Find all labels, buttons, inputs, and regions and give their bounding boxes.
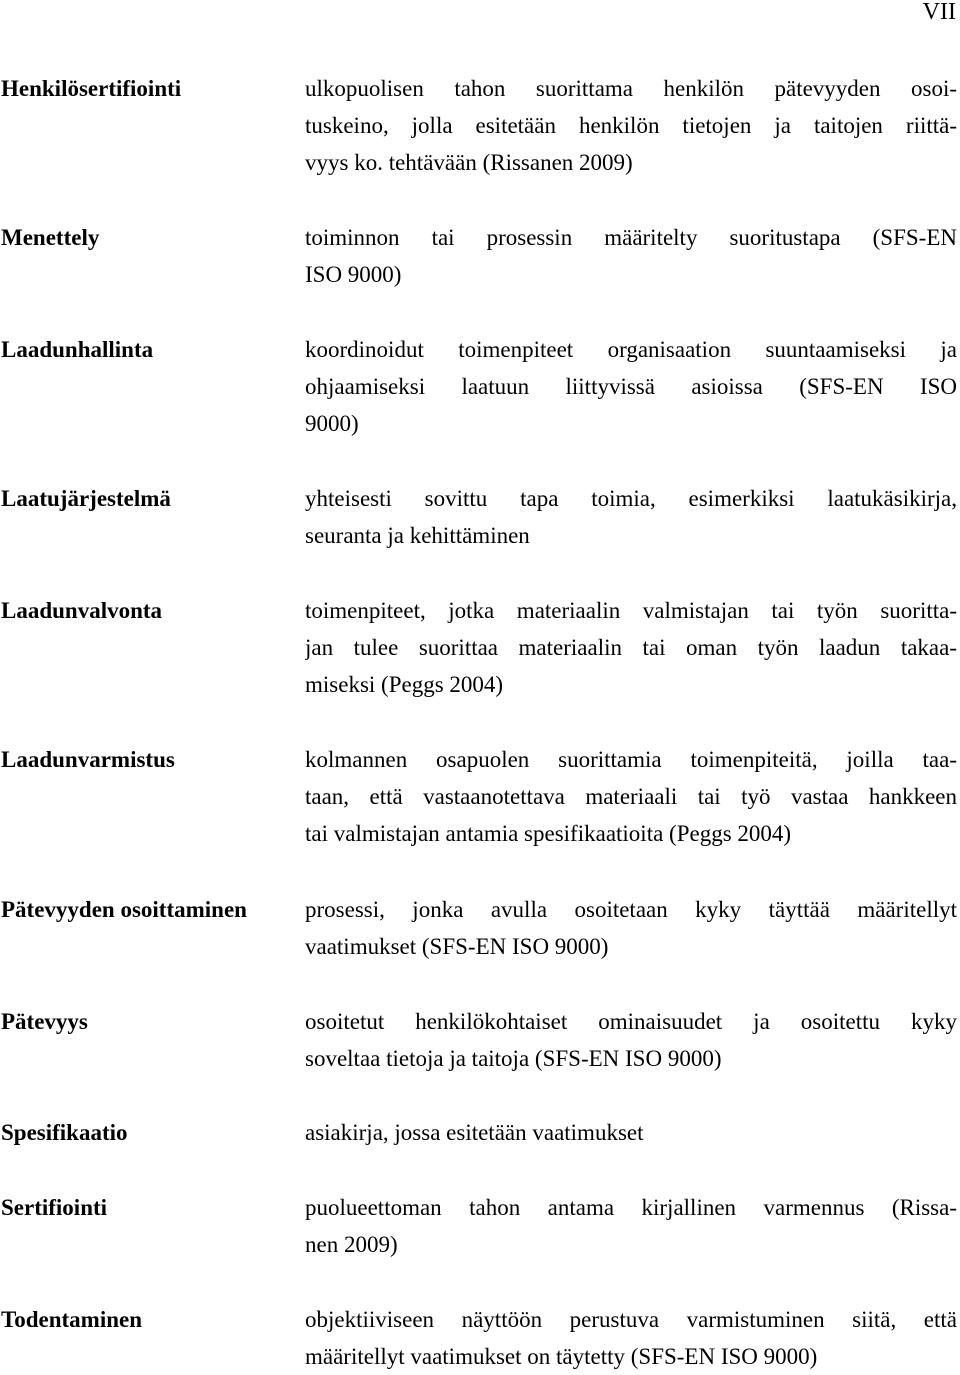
- page-number: VII: [922, 0, 956, 25]
- glossary-term: Pätevyyden osoittaminen: [1, 897, 247, 922]
- glossary-term: Laatujärjestelmä: [1, 486, 171, 511]
- definition-line: jan tulee suorittaa materiaalin tai oman työn laadun takaa-: [305, 635, 957, 660]
- glossary-term: Menettely: [1, 225, 100, 250]
- definition-line: puolueettoman tahon antama kirjallinen varmennus (Rissa-: [305, 1195, 957, 1220]
- glossary-term: Sertifiointi: [1, 1195, 108, 1220]
- definition-line: asiakirja, jossa esitetään vaatimukset: [305, 1120, 644, 1145]
- definition-line: taan, että vastaanotettava materiaali tai työ vastaa hankkeen: [305, 784, 957, 809]
- glossary-definition: [305, 1114, 957, 1151]
- glossary-term: Laadunvalvonta: [1, 598, 163, 623]
- definition-line: toiminnon tai prosessin määritelty suoritustapa (SFS-EN: [305, 225, 957, 250]
- definition-line: ohjaamiseksi laatuun liittyvissä asioissa (SFS-EN ISO: [305, 374, 957, 399]
- glossary-term: Spesifikaatio: [1, 1120, 128, 1145]
- glossary-definition: [305, 1003, 957, 1077]
- definition-line: tai valmistajan antamia spesifikaatioita (Peggs 2004): [305, 821, 792, 846]
- definition-line: objektiiviseen näyttöön perustuva varmistuminen siitä, että: [305, 1307, 957, 1332]
- glossary-term: Laadunvarmistus: [1, 747, 175, 772]
- definition-line: kolmannen osapuolen suorittamia toimenpiteitä, joilla taa-: [305, 747, 957, 772]
- glossary-term: Pätevyys: [1, 1009, 88, 1034]
- glossary-definition: [305, 219, 957, 293]
- glossary-term: Laadunhallinta: [1, 337, 154, 362]
- glossary-definition: [305, 331, 957, 442]
- definition-line: määritellyt vaatimukset on täytetty (SFS-EN ISO 9000): [305, 1344, 818, 1369]
- definition-line: ISO 9000): [305, 262, 402, 287]
- definition-line: miseksi (Peggs 2004): [305, 672, 504, 697]
- glossary-definition: [305, 70, 957, 181]
- definition-line: koordinoidut toimenpiteet organisaation suuntaamiseksi ja: [305, 337, 957, 362]
- definition-line: ulkopuolisen tahon suorittama henkilön pätevyyden osoi-: [305, 76, 957, 101]
- definition-line: toimenpiteet, jotka materiaalin valmistajan tai työn suoritta-: [305, 598, 957, 623]
- definition-line: nen 2009): [305, 1232, 398, 1257]
- definition-line: vyys ko. tehtävään (Rissanen 2009): [305, 150, 633, 175]
- definition-line: prosessi, jonka avulla osoitetaan kyky täyttää määritellyt: [305, 897, 957, 922]
- glossary-definition: [305, 1189, 957, 1263]
- definition-line: 9000): [305, 411, 359, 436]
- glossary-definition: [305, 891, 957, 965]
- definition-line: osoitetut henkilökohtaiset ominaisuudet ja osoitettu kyky: [305, 1009, 957, 1034]
- definition-line: tuskeino, jolla esitetään henkilön tietojen ja taitojen riittä-: [305, 113, 957, 138]
- definition-line: soveltaa tietoja ja taitoja (SFS-EN ISO 9000): [305, 1046, 722, 1071]
- glossary-term: Todentaminen: [1, 1307, 143, 1332]
- glossary-term: Henkilösertifiointi: [1, 76, 182, 101]
- definition-line: seuranta ja kehittäminen: [305, 523, 530, 548]
- glossary-definition: [305, 480, 957, 554]
- glossary-definition: [305, 741, 957, 852]
- definition-line: yhteisesti sovittu tapa toimia, esimerkiksi laatukäsikirja,: [305, 486, 957, 511]
- glossary-definition: [305, 592, 957, 703]
- definition-line: vaatimukset (SFS-EN ISO 9000): [305, 934, 609, 959]
- glossary-definition: [305, 1301, 957, 1375]
